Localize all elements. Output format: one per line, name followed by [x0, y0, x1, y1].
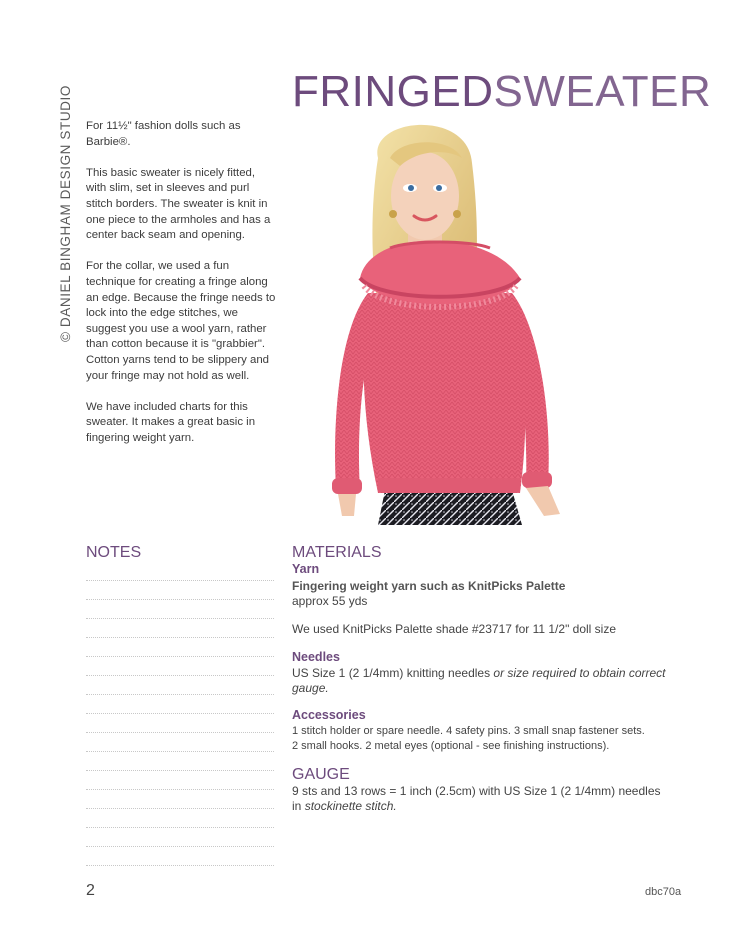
materials-title: MATERIALS [292, 544, 382, 561]
note-line [86, 675, 274, 676]
intro-paragraph: This basic sweater is nicely fitted, with slim, set in sleeves and purl stitch borders. The sweater is knit in one piece to the armholes and has a center back seam and opening. [86, 166, 271, 242]
accessories-heading: Accessories [292, 708, 366, 722]
note-line [86, 580, 274, 581]
note-line [86, 599, 274, 600]
accessories-line: 1 stitch holder or spare needle. 4 safety pins. 3 small snap fastener sets. [292, 725, 645, 737]
note-line [86, 789, 274, 790]
gauge-text-plain: 9 sts and 13 rows = 1 inch (2.5cm) with US Size 1 (2 1/4mm) needles in [292, 784, 661, 813]
note-line [86, 865, 274, 866]
note-line [86, 732, 274, 733]
gauge-title: GAUGE [292, 766, 350, 783]
notes-title: NOTES [86, 544, 142, 561]
note-line [86, 618, 274, 619]
yarn-amount: approx 55 yds [292, 594, 368, 608]
note-line [86, 846, 274, 847]
intro-paragraph: We have included charts for this sweater. It makes a great basic in fingering weight yarn. [86, 400, 256, 444]
title-bold: FRINGED [292, 67, 494, 116]
doll-photo [290, 118, 680, 525]
needles-text-plain: US Size 1 (2 1/4mm) knitting needles [292, 666, 494, 680]
intro-text [86, 119, 278, 462]
needles-text [292, 666, 672, 696]
title-light: SWEATER [493, 67, 712, 116]
yarn-line: Fingering weight yarn such as KnitPicks Palette [292, 579, 566, 593]
intro-paragraph: For 11½" fashion dolls such as Barbie®. [86, 120, 241, 148]
note-line [86, 808, 274, 809]
document-code: dbc70a [645, 886, 682, 898]
note-line [86, 637, 274, 638]
page-title [292, 67, 712, 116]
note-line [86, 770, 274, 771]
note-line [86, 656, 274, 657]
gauge-text [292, 784, 662, 814]
copyright-vertical: © DANIEL BINGHAM DESIGN STUDIO [58, 85, 73, 342]
note-line [86, 694, 274, 695]
intro-paragraph: For the collar, we used a fun technique for creating a fringe along an edge. Because the fringe needs to lock into the edge stitches, we suggest you use a wool yarn, rather than cotton because it is "grabbier". Cotton yarns tend to be slippery and your fringe may not hold as well. [86, 260, 276, 382]
note-line [86, 751, 274, 752]
needles-text-italic: or size required to obtain correct gauge. [292, 666, 666, 695]
skirt-shape [378, 490, 522, 525]
sweater-body [363, 293, 525, 493]
note-line [86, 827, 274, 828]
materials-section [292, 544, 692, 814]
yarn-heading: Yarn [292, 562, 320, 576]
note-line [86, 713, 274, 714]
page-number: 2 [86, 882, 95, 899]
gauge-text-italic: stockinette stitch. [304, 799, 397, 813]
accessories-line: 2 small hooks. 2 metal eyes (optional - see finishing instructions). [292, 739, 610, 752]
yarn-used: We used KnitPicks Palette shade #23717 for 11 1/2" doll size [292, 622, 617, 636]
needles-heading: Needles [292, 650, 340, 664]
